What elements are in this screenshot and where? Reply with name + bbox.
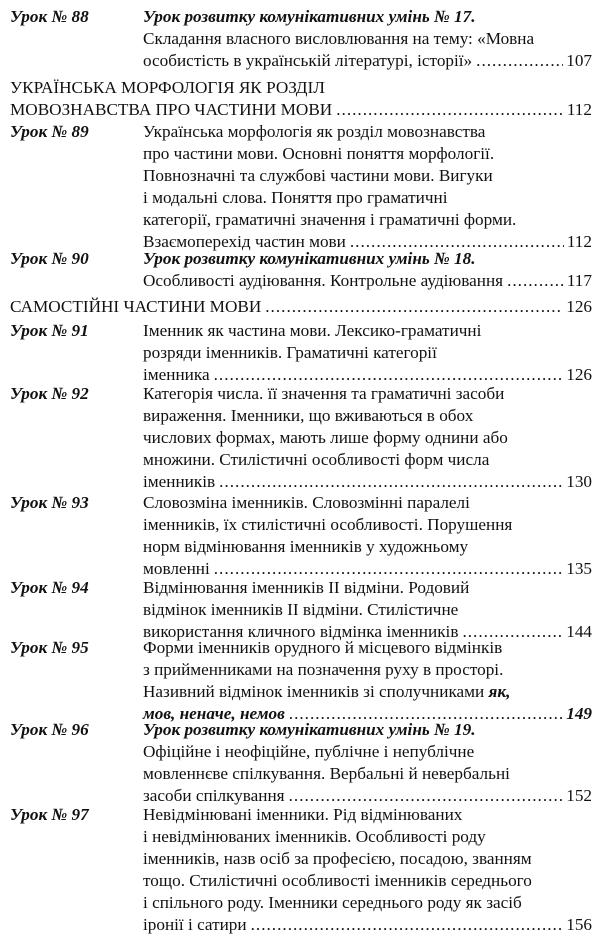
page-number: 126 — [566, 297, 592, 316]
lesson-label: Урок № 93 — [10, 493, 89, 512]
lesson-label: Урок № 96 — [10, 720, 89, 739]
entry-line: категорії, граматичні значення і граматичні форми. — [143, 210, 517, 229]
entry-line: Невідмінювані іменники. Рід відмінюваних — [143, 805, 463, 824]
entry-last-line — [143, 471, 592, 493]
page-number: 117 — [566, 271, 592, 290]
entry-line: розряди іменників. Граматичні категорії — [143, 343, 437, 362]
dot-leader — [507, 270, 564, 292]
entry-line: Словозміна іменників. Словозмінні паралелі — [143, 493, 470, 512]
entry-line: і модальні слова. Поняття про граматичні — [143, 188, 448, 207]
entry-line: норм відмінювання іменників у художньому — [143, 537, 469, 556]
section-heading-line: САМОСТІЙНІ ЧАСТИНИ МОВИ — [10, 297, 262, 316]
page-number: 149 — [566, 704, 592, 723]
entry-line: і невідмінюваних іменників. Особливості роду — [143, 827, 486, 846]
entry-line: вираження. Іменники, що вживаються в обох — [143, 406, 474, 425]
entry-line-with-italic — [143, 681, 592, 703]
entry-title: Урок розвитку комунікативних умінь № 17. — [143, 7, 476, 26]
page-number: 107 — [566, 51, 592, 70]
lesson-label: Урок № 97 — [10, 805, 89, 824]
lesson-label: Урок № 95 — [10, 638, 89, 657]
lesson-label: Урок № 90 — [10, 249, 89, 268]
section-heading-last-line — [10, 99, 592, 121]
dot-leader — [219, 471, 563, 493]
entry-line: Повнозначні та службові частини мови. Вигуки — [143, 166, 493, 185]
entry-line: мовленнєве спілкування. Вербальні й невербальні — [143, 764, 510, 783]
section-heading-line: УКРАЇНСЬКА МОРФОЛОГІЯ ЯК РОЗДІЛ — [10, 78, 325, 97]
dot-leader — [265, 296, 563, 318]
entry-line: Особливості аудіювання. Контрольне аудіювання — [143, 271, 504, 290]
entry-line: тощо. Стилістичні особливості іменників середнього — [143, 871, 532, 890]
entry-line: Називний відмінок іменників зі сполучниками — [143, 682, 485, 701]
entry-line: іменника — [143, 365, 210, 384]
page-number: 112 — [566, 100, 592, 119]
dot-leader — [336, 99, 564, 121]
entry-title: Урок розвитку комунікативних умінь № 19. — [143, 720, 476, 739]
entry-line: засоби спілкування — [143, 786, 285, 805]
entry-line: про частини мови. Основні поняття морфології. — [143, 144, 495, 163]
lesson-label: Урок № 91 — [10, 321, 89, 340]
entry-line: Складання власного висловлювання на тему: «Мовна — [143, 29, 535, 48]
entry-line: Офіційне і неофіційне, публічне і непублічне — [143, 742, 475, 761]
dot-leader — [251, 914, 564, 936]
entry-line: іронії і сатири — [143, 915, 247, 934]
page-number: 126 — [566, 365, 592, 384]
section-heading-parts-of-speech — [10, 296, 592, 318]
section-heading-last-line — [10, 296, 592, 318]
page-number: 144 — [566, 622, 592, 641]
entry-line: числових формах, мають лише форму однини або — [143, 428, 508, 447]
page-number: 135 — [566, 559, 592, 578]
entry-line: множини. Стилістичні особливості форм числа — [143, 450, 490, 469]
entry-line: і спільного роду. Іменники середнього роду як засіб — [143, 893, 522, 912]
lesson-label: Урок № 88 — [10, 7, 89, 26]
entry-line: відмінок іменників II відміни. Стилістичне — [143, 600, 459, 619]
entry-last-line — [143, 914, 592, 936]
entry-line: іменників, назв осіб за професією, посадою, званням — [143, 849, 532, 868]
entry-line: Іменник як частина мови. Лексико-граматичні — [143, 321, 482, 340]
dot-leader — [476, 50, 563, 72]
entry-line: Відмінювання іменників II відміни. Родовий — [143, 578, 470, 597]
page-number: 112 — [566, 232, 592, 251]
entry-line: з прийменниками на позначення руху в просторі. — [143, 660, 504, 679]
entry-line: особистість в українській літературі, історії» — [143, 51, 473, 70]
section-heading-morphology — [10, 77, 592, 121]
entry-title: Урок розвитку комунікативних умінь № 18. — [143, 249, 476, 268]
entry-line: Українська морфологія як розділ мовознавства — [143, 122, 486, 141]
italic-conjunctions: мов, неначе, немов — [143, 704, 285, 723]
italic-conjunction: як, — [488, 682, 511, 701]
lesson-label: Урок № 89 — [10, 122, 89, 141]
lesson-label: Урок № 92 — [10, 384, 89, 403]
page-number: 156 — [566, 915, 592, 934]
entry-last-line — [143, 50, 592, 72]
entry-line: іменників — [143, 472, 216, 491]
entry-line: використання кличного відмінка іменників — [143, 622, 459, 641]
section-heading-line: МОВОЗНАВСТВА ПРО ЧАСТИНИ МОВИ — [10, 100, 333, 119]
page-number: 152 — [566, 786, 592, 805]
entry-line: Взаємоперехід частин мови — [143, 232, 346, 251]
page-number: 130 — [566, 472, 592, 491]
entry-line: мовленні — [143, 559, 210, 578]
entry-line: іменників, їх стилістичні особливості. Порушення — [143, 515, 513, 534]
entry-line: Форми іменників орудного й місцевого відмінків — [143, 638, 503, 657]
entry-line: Категорія числа. її значення та граматичні засоби — [143, 384, 505, 403]
lesson-label: Урок № 94 — [10, 578, 89, 597]
entry-last-line — [143, 270, 592, 292]
